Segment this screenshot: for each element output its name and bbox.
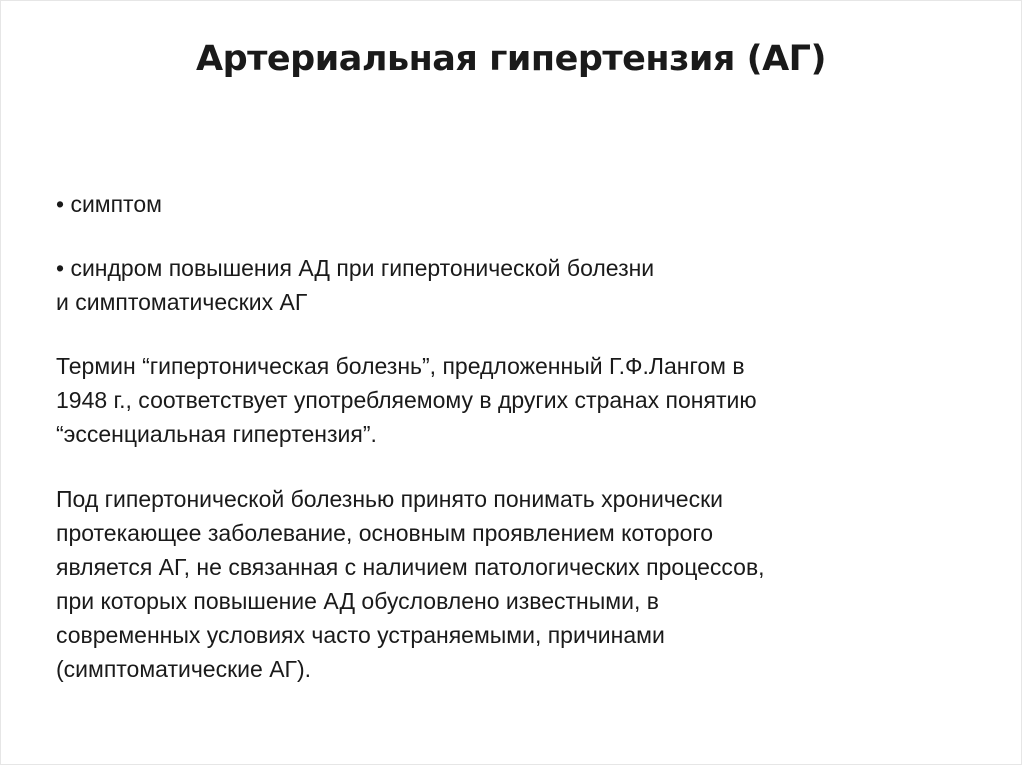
paragraph-line: протекающее заболевание, основным проявлением которого (56, 520, 714, 546)
paragraph-line: Термин “гипертоническая болезнь”, предложенный Г.Ф.Лангом в (56, 353, 745, 379)
bullet-item (56, 187, 956, 221)
paragraph (56, 349, 956, 451)
bullet-line: • синдром повышения АД при гипертонической болезни (56, 255, 655, 281)
slide-title: Артериальная гипертензия (АГ) (196, 39, 826, 79)
paragraph-line: “эссенциальная гипертензия”. (56, 421, 377, 447)
paragraph-line: при которых повышение АД обусловлено известными, в (56, 588, 659, 614)
paragraph-line: 1948 г., соответствует употребляемому в других странах понятию (56, 387, 757, 413)
paragraph-line: современных условиях часто устраняемыми, причинами (56, 622, 665, 648)
paragraph-line: Под гипертонической болезнью принято понимать хронически (56, 486, 723, 512)
paragraph-line: является АГ, не связанная с наличием патологических процессов, (56, 554, 765, 580)
bullet-item (56, 251, 956, 319)
paragraph-line: (симптоматические АГ). (56, 656, 312, 682)
bullet-line: и симптоматических АГ (56, 289, 308, 315)
bullet-line: • симптом (56, 191, 162, 217)
slide-body (56, 187, 956, 686)
paragraph (56, 482, 956, 686)
